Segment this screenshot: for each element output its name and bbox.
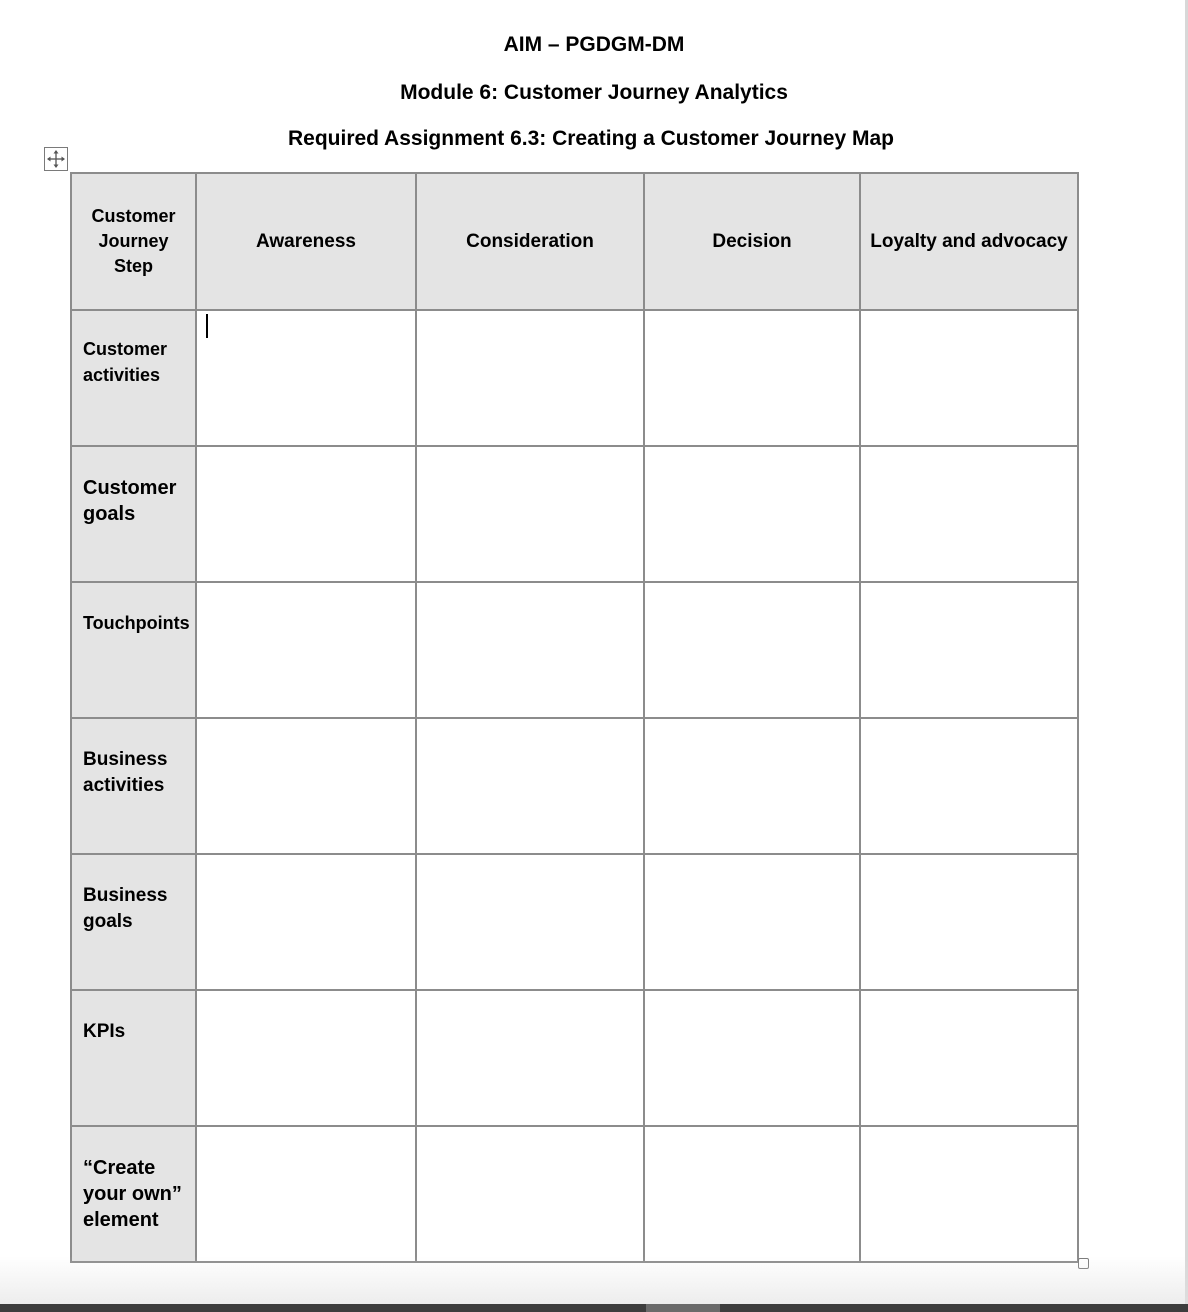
table-row	[71, 854, 1078, 990]
row-label-cell[interactable]	[71, 718, 196, 854]
row-label-cell[interactable]	[71, 1126, 196, 1262]
stage-label: Loyalty and advocacy	[870, 230, 1068, 252]
table-cell[interactable]	[416, 582, 644, 718]
table-cell[interactable]	[860, 718, 1078, 854]
table-cell[interactable]	[644, 582, 860, 718]
table-cell[interactable]	[196, 854, 416, 990]
row-label: Customer goals	[83, 477, 177, 525]
horizontal-scrollbar[interactable]	[0, 1304, 1188, 1312]
table-cell[interactable]	[644, 446, 860, 582]
move-arrows-icon	[45, 148, 67, 170]
table-cell[interactable]	[644, 990, 860, 1126]
table-cell[interactable]	[644, 854, 860, 990]
table-cell[interactable]	[196, 446, 416, 582]
table-cell[interactable]	[644, 310, 860, 446]
table-row	[71, 1126, 1078, 1262]
table-cell[interactable]	[196, 582, 416, 718]
doc-title-line-1: AIM – PGDGM-DM	[503, 33, 685, 56]
row-label: Business activities	[83, 749, 168, 796]
stage-label: Decision	[712, 230, 792, 252]
table-row	[71, 718, 1078, 854]
row-label: Business goals	[83, 885, 168, 932]
stage-label: Consideration	[466, 230, 594, 252]
table-cell[interactable]	[416, 1126, 644, 1262]
table-cell[interactable]	[860, 854, 1078, 990]
row-label: KPIs	[83, 1021, 126, 1042]
row-label: Touchpoints	[83, 613, 190, 633]
row-label-cell[interactable]	[71, 854, 196, 990]
table-cell[interactable]	[644, 1126, 860, 1262]
table-cell[interactable]	[196, 1126, 416, 1262]
page-bottom-shadow	[0, 1256, 1188, 1304]
table-cell[interactable]	[860, 582, 1078, 718]
table-cell[interactable]	[416, 310, 644, 446]
scrollbar-thumb[interactable]	[646, 1304, 720, 1312]
table-cell[interactable]	[860, 1126, 1078, 1262]
table-cell[interactable]	[860, 446, 1078, 582]
table-row	[71, 990, 1078, 1126]
stage-header-consideration[interactable]	[416, 173, 644, 310]
table-cell[interactable]	[196, 718, 416, 854]
row-label-cell[interactable]	[71, 582, 196, 718]
row-label-cell[interactable]	[71, 310, 196, 446]
stage-header-loyalty[interactable]	[860, 173, 1078, 310]
table-cell[interactable]	[644, 718, 860, 854]
table-cell[interactable]	[196, 310, 416, 446]
table-cell[interactable]	[416, 854, 644, 990]
table-cell[interactable]	[196, 990, 416, 1126]
stage-header-awareness[interactable]	[196, 173, 416, 310]
table-cell[interactable]	[416, 446, 644, 582]
table-cell[interactable]	[860, 310, 1078, 446]
row-label-cell[interactable]	[71, 990, 196, 1126]
table-cell[interactable]	[416, 718, 644, 854]
customer-journey-table	[70, 172, 1079, 1263]
table-cell[interactable]	[416, 990, 644, 1126]
corner-label: Customer Journey Step	[91, 206, 176, 276]
table-row	[71, 446, 1078, 582]
table-row	[71, 310, 1078, 446]
doc-title-line-2: Module 6: Customer Journey Analytics	[400, 81, 788, 104]
row-label: Customer activities	[83, 339, 168, 385]
table-header-row	[71, 173, 1078, 310]
text-cursor	[206, 314, 208, 338]
table-row	[71, 582, 1078, 718]
corner-cell[interactable]	[71, 173, 196, 310]
stage-header-decision[interactable]	[644, 173, 860, 310]
row-label: “Create your own” element	[83, 1157, 182, 1231]
doc-title-line-3: Required Assignment 6.3: Creating a Customer Journey Map	[287, 127, 895, 150]
table-cell[interactable]	[860, 990, 1078, 1126]
table-move-handle[interactable]	[44, 147, 68, 171]
stage-label: Awareness	[256, 230, 356, 252]
row-label-cell[interactable]	[71, 446, 196, 582]
